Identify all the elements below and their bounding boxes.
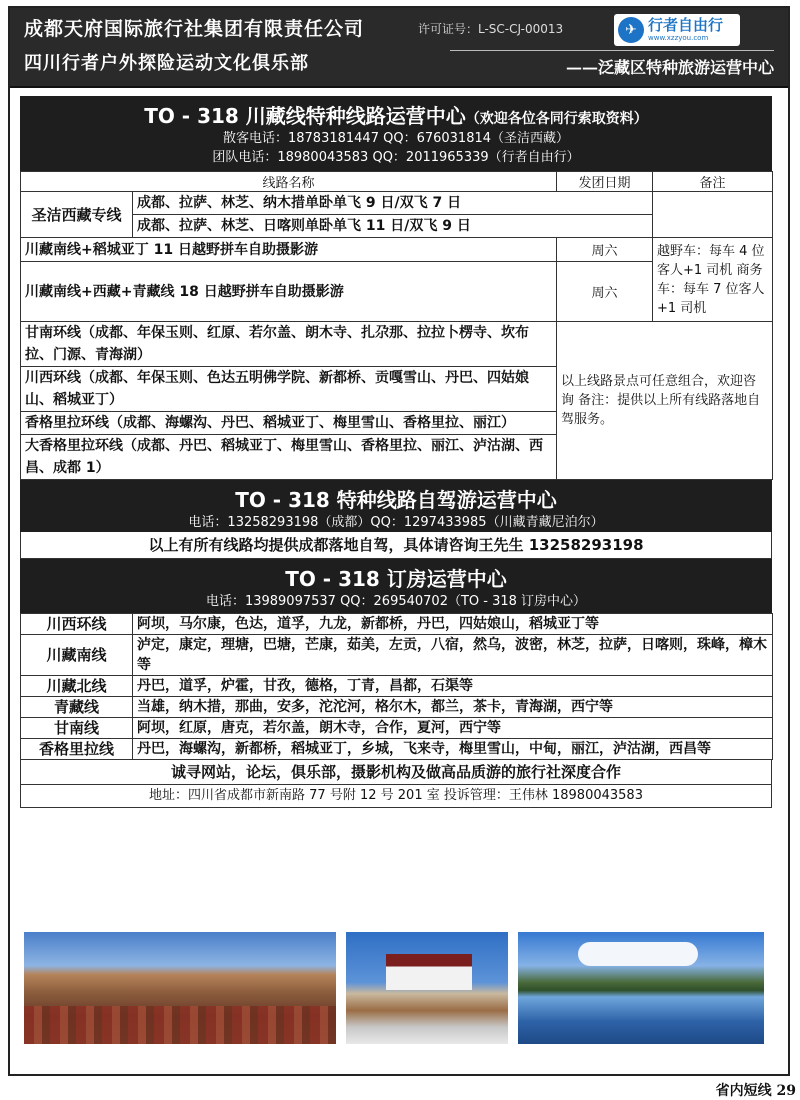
region-towns: 泸定，康定，理塘，巴塘，芒康，茹美，左贡，八宿，然乌，波密，林芝，拉萨，日喀则，珠峰，樟木等 [133, 635, 773, 676]
section1-title: TO - 318 川藏线特种线路运营中心 [144, 104, 466, 128]
table-row [21, 322, 773, 367]
departure-day: 周六 [557, 238, 653, 262]
section2-contact: 电话：13258293198（成都）QQ：1297433985（川藏青藏尼泊尔） [188, 515, 604, 530]
region-towns: 阿坝，红原，唐克，若尔盖，朗木寺，合作，夏河，西宁等 [133, 718, 773, 739]
header-subtitle: ——泛藏区特种旅游运营中心 [565, 58, 774, 77]
routes-table [20, 171, 773, 480]
loop-route: 川西环线（成都、年保玉则、色达五明佛学院、新都桥、贡嘎雪山、丹巴、四姑娘山、稻城亚丁） [21, 367, 557, 412]
section3-banner [20, 559, 772, 613]
table-row [21, 238, 773, 262]
table-row [21, 635, 773, 676]
region-towns: 阿坝，马尔康，色达，道孚，九龙，新都桥，丹巴，四姑娘山，稻城亚丁等 [133, 614, 773, 635]
table-row [21, 676, 773, 697]
hotel-table [20, 613, 773, 760]
route-name: 成都、拉萨、林芝、纳木措单卧单飞 9 日/双飞 7 日 [133, 192, 653, 215]
content [20, 96, 772, 808]
table-row [21, 718, 773, 739]
empty-cell [653, 192, 773, 238]
region-name: 川藏南线 [21, 635, 133, 676]
header-divider [450, 50, 774, 51]
route-name: 成都、拉萨、林芝、日喀则单卧单飞 11 日/双飞 9 日 [133, 215, 653, 238]
region-towns: 丹巴，道孚，炉霍，甘孜，德格，丁青，昌都，石渠等 [133, 676, 773, 697]
region-name: 香格里拉线 [21, 739, 133, 760]
table-row [21, 614, 773, 635]
col-header-route: 线路名称 [21, 172, 557, 192]
license-number: 许可证号：L-SC-CJ-00013 [418, 22, 564, 36]
loop-route: 甘南环线（成都、年保玉则、红原、若尔盖、朗木寺、扎尕那、拉拉卜楞寺、坎布拉、门源、青海湖） [21, 322, 557, 367]
loop-route: 大香格里拉环线（成都、丹巴、稻城亚丁、梅里雪山、香格里拉、丽江、泸沽湖、西昌、成都 1） [21, 435, 557, 480]
address-line: 地址：四川省成都市新南路 77 号附 12 号 201 室 投诉管理：王伟林 18980043583 [20, 785, 772, 808]
section3-contact: 电话：13989097537 QQ：269540702（TO - 318 订房中心） [205, 594, 587, 609]
region-name: 川西环线 [21, 614, 133, 635]
departure-day: 周六 [557, 262, 653, 322]
vehicle-note: 越野车：每车 4 位客人+1 司机 商务车：每车 7 位客人+1 司机 [653, 238, 773, 322]
cooperation-line: 诚寻网站，论坛，俱乐部，摄影机构及做高品质游的旅行社深度合作 [20, 760, 772, 785]
table-row [21, 739, 773, 760]
section1-contact-2: 团队电话：18980043583 QQ：2011965339（行者自由行） [212, 150, 580, 165]
photo-larung-gar [24, 932, 336, 1044]
table-row [21, 697, 773, 718]
region-name: 甘南线 [21, 718, 133, 739]
region-name: 川藏北线 [21, 676, 133, 697]
photo-mountain-lake [518, 932, 764, 1044]
route-name: 川藏南线+稻城亚丁 11 日越野拼车自助摄影游 [21, 238, 557, 262]
loop-route: 香格里拉环线（成都、海螺沟、丹巴、稻城亚丁、梅里雪山、香格里拉、丽江） [21, 412, 557, 435]
col-header-note: 备注 [653, 172, 773, 192]
section2-banner [20, 480, 772, 532]
section1-title-note: （欢迎各位各同行索取资料） [465, 111, 648, 127]
photo-strip [24, 932, 764, 1044]
page-header [10, 8, 788, 88]
region-towns: 丹巴，海螺沟，新都桥，稻城亚丁，乡城，飞来寺，梅里雪山，中甸，丽江，泸沽湖，西昌等 [133, 739, 773, 760]
region-towns: 当雄，纳木措，那曲，安多，沱沱河，格尔木，都兰，茶卡，青海湖，西宁等 [133, 697, 773, 718]
loops-note: 以上线路景点可任意组合，欢迎咨询 备注：提供以上所有线路落地自驾服务。 [557, 322, 773, 480]
section3-title: TO - 318 订房运营中心 [285, 567, 507, 591]
sacred-tibet-label: 圣洁西藏专线 [21, 192, 133, 238]
company-name: 成都天府国际旅行社集团有限责任公司 [24, 18, 365, 40]
section1-contact-1: 散客电话：18783181447 QQ：676031814（圣洁西藏） [222, 131, 570, 146]
logo-url: www.xzzyou.com [648, 34, 709, 42]
photo-potala-palace [346, 932, 508, 1044]
page-number: 省内短线 29 [715, 1083, 796, 1099]
section2-title: TO - 318 特种线路自驾游运营中心 [235, 488, 557, 512]
club-name: 四川行者户外探险运动文化俱乐部 [24, 53, 309, 74]
brand-logo[interactable] [614, 14, 740, 46]
self-drive-notice: 以上有所有线路均提供成都落地自驾，具体请咨询王先生 13258293198 [20, 532, 772, 559]
logo-name: 行者自由行 [648, 16, 724, 34]
region-name: 青藏线 [21, 697, 133, 718]
route-name: 川藏南线+西藏+青藏线 18 日越野拼车自助摄影游 [21, 262, 557, 322]
logo-icon: ✈ [618, 17, 644, 43]
col-header-date: 发团日期 [557, 172, 653, 192]
table-row [21, 192, 773, 215]
section1-banner [20, 96, 772, 171]
